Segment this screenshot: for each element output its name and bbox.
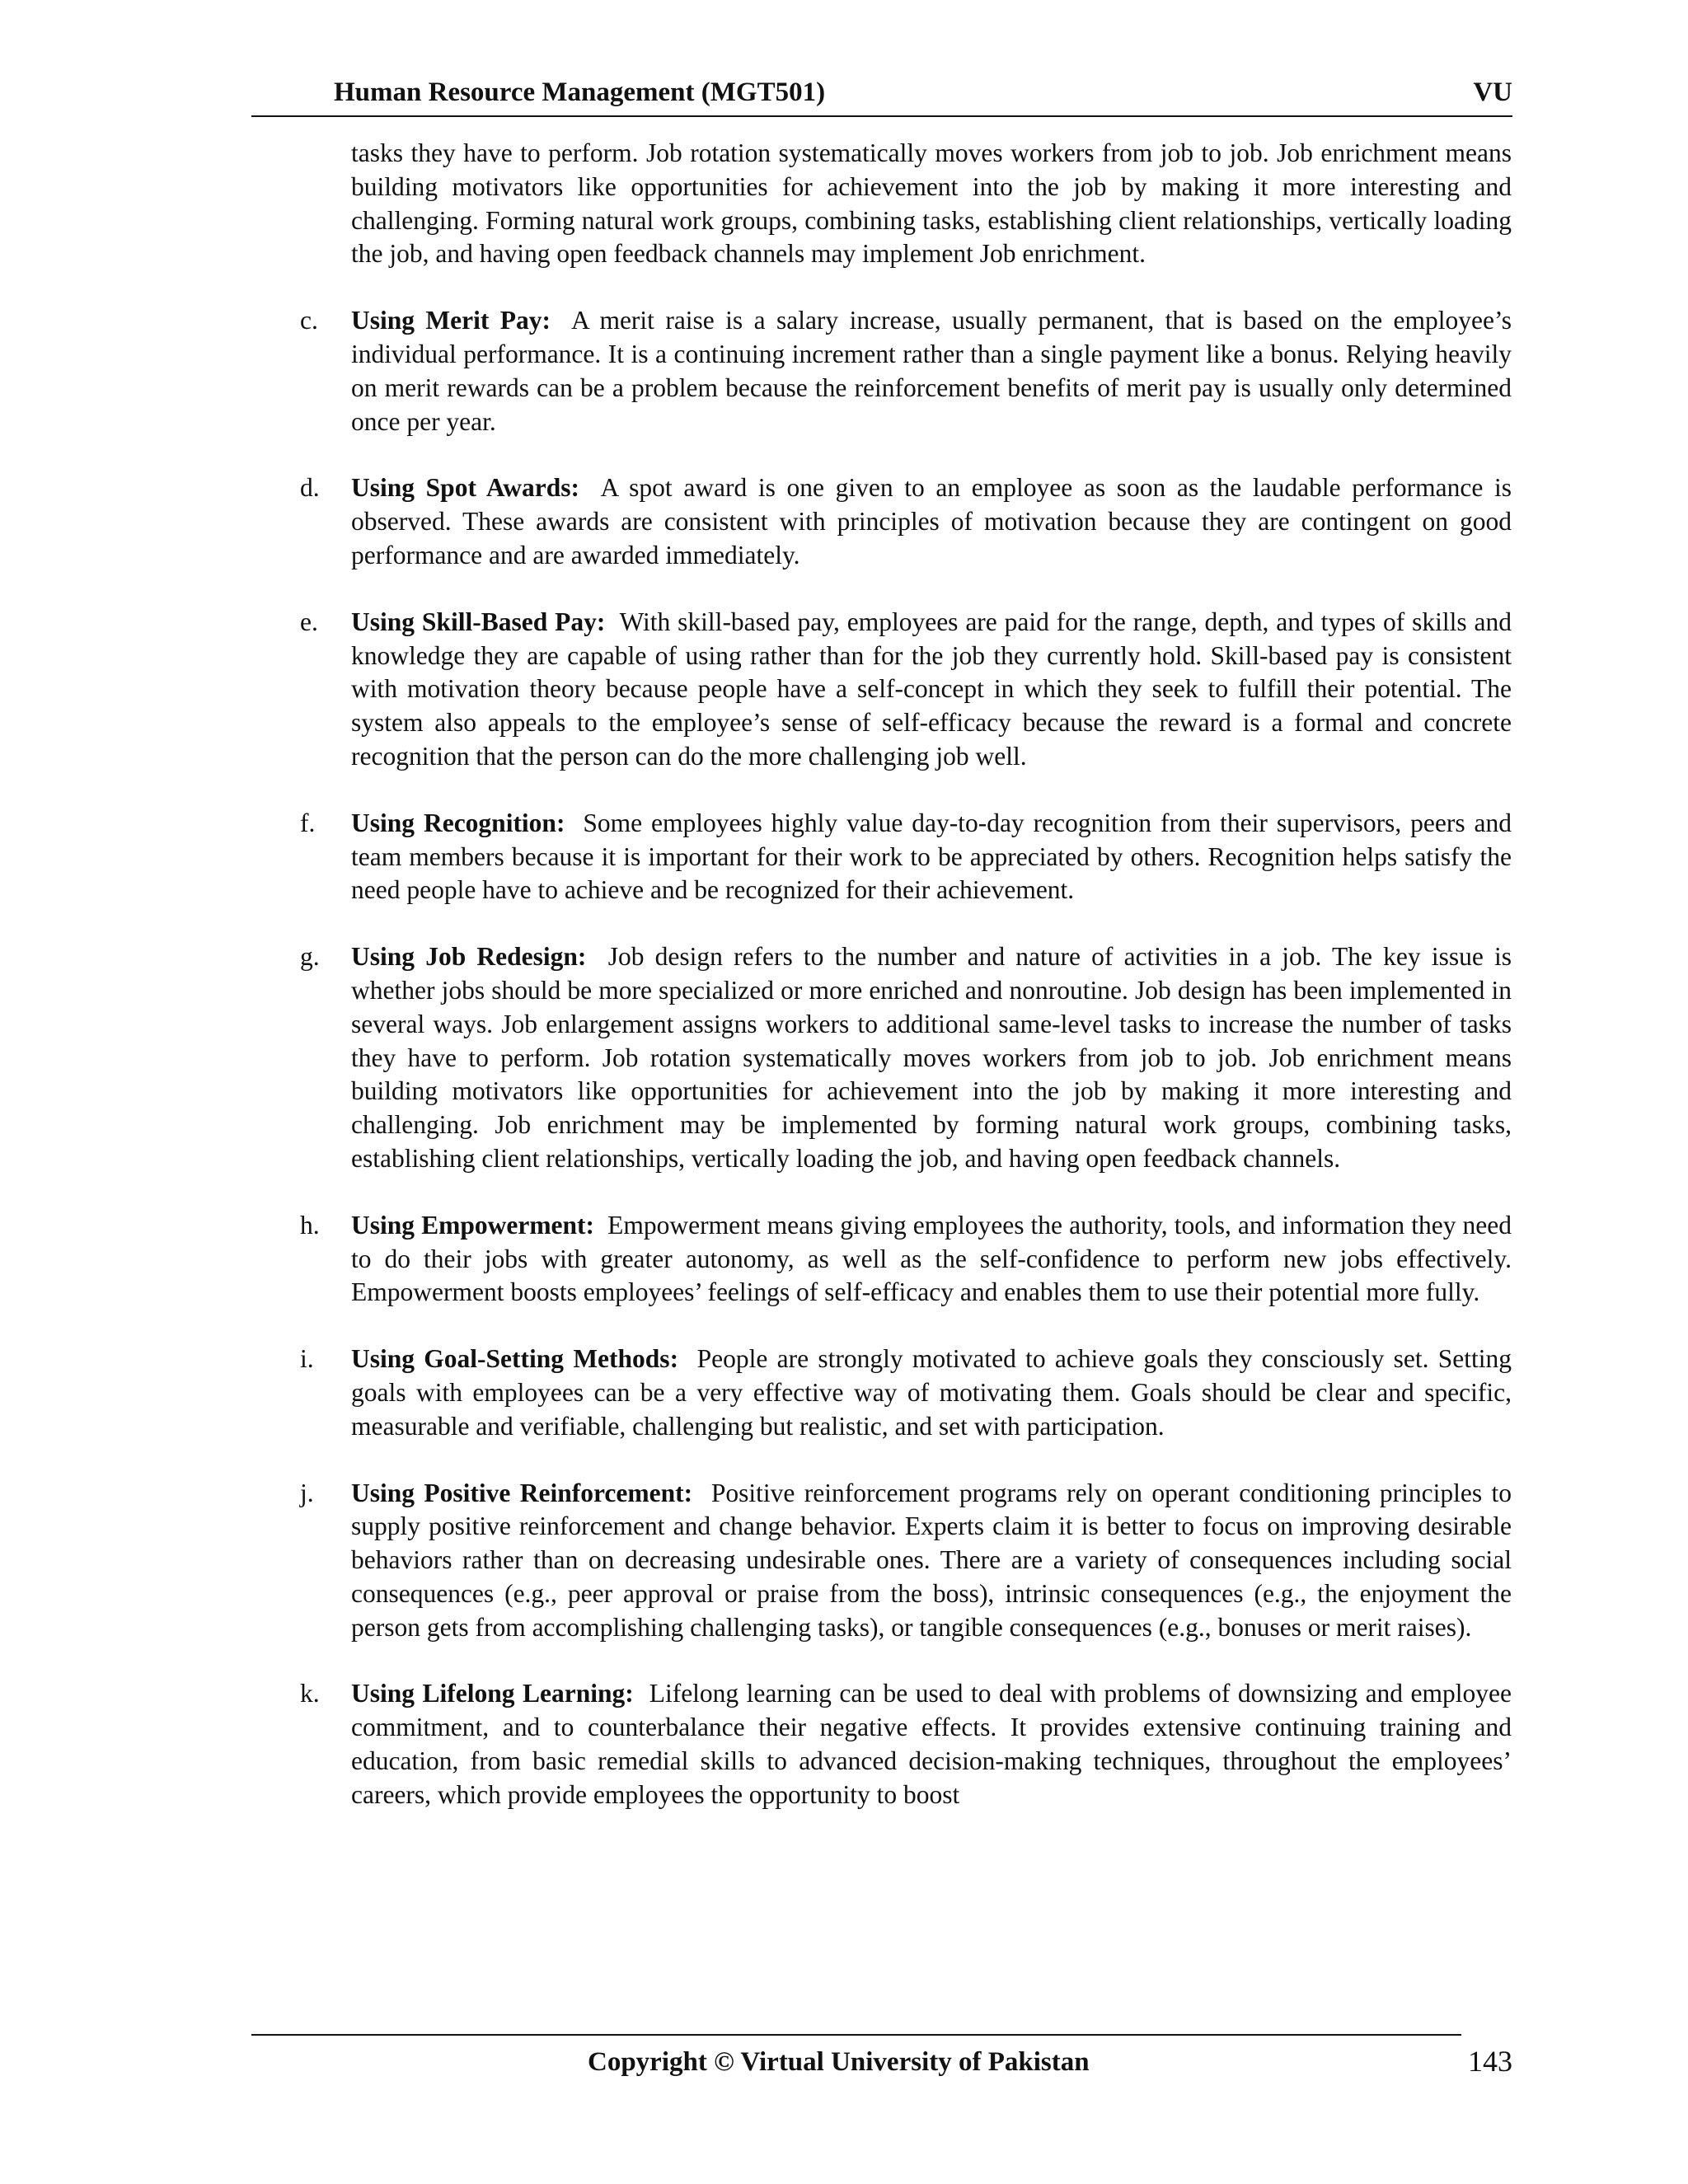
item-text: With skill-based pay, employees are paid for the range, depth, and types of skills and knowledge they are capable of using rather than for the job they currently hold. Skill-based pay is consistent with motivation theory because people have a self-concept in which they seek to fulfill their potential. The system also appeals to the employee’s sense of self-efficacy because the reward is a formal and concrete recognition that the person can do the more challenging job well. xyxy=(351,607,1512,771)
item-heading: Using Positive Reinforcement: xyxy=(351,1478,693,1507)
intro-paragraph: tasks they have to perform. Job rotation systematically moves workers from job to job. Job enrichment means building motivators like opportunities for achievement into the job by making it more interesting and challenging. Forming natural work groups, combining tasks, establishing client relationships, vertically loading the job, and having open feedback channels may implement Job enrichment. xyxy=(351,138,1512,269)
list-marker: j. xyxy=(300,1478,314,1507)
footer-divider xyxy=(251,2034,1461,2036)
list-item-goal-setting xyxy=(300,1343,1512,1443)
list-marker: d. xyxy=(300,473,320,503)
item-text: A spot award is one given to an employee as soon as the laudable performance is observed. These awards are consistent with principles of motivation because they are contingent on good performance and are awarded immediately. xyxy=(351,473,1512,569)
item-heading: Using Empowerment: xyxy=(351,1210,595,1240)
item-heading: Using Job Redesign: xyxy=(351,942,587,972)
item-heading: Using Spot Awards: xyxy=(351,473,579,503)
item-heading: Using Merit Pay: xyxy=(351,306,551,335)
item-text: Job design refers to the number and nature of activities in a job. The key issue is whether jobs should be more specialized or more enriched and nonroutine. Job design has been implemented in several ways. Job enlargement assigns workers to additional same-level tasks to increase the number of tasks they have to perform. Job rotation systematically moves workers from job to job. Job enrichment means building motivators like opportunities for achievement into the job by making it more interesting and challenging. Job enrichment may be implemented by forming natural work groups, combining tasks, establishing client relationships, vertically loading the job, and having open feedback channels. xyxy=(351,942,1512,1173)
item-text: Positive reinforcement programs rely on operant conditioning principles to supply positive reinforcement and change behavior. Experts claim it is better to focus on improving desirable behaviors rather than on decreasing undesirable ones. There are a variety of consequences including social consequences (e.g., peer approval or praise from the boss), intrinsic consequences (e.g., the enjoyment the person gets from accomplishing challenging tasks), or tangible consequences (e.g., bonuses or merit raises). xyxy=(351,1478,1512,1642)
item-text: People are strongly motivated to achieve goals they consciously set. Setting goals with employees can be a very effective way of motivating them. Goals should be clear and specific, measurable and verifiable, challenging but realistic, and set with participation. xyxy=(351,1344,1512,1441)
page-footer xyxy=(251,2041,1512,2082)
list-marker: h. xyxy=(300,1210,320,1240)
list-marker: c. xyxy=(300,306,318,335)
list-marker: i. xyxy=(300,1344,314,1374)
list-marker: f. xyxy=(300,808,316,837)
page-number: 143 xyxy=(1468,2045,1512,2078)
list-marker: k. xyxy=(300,1679,320,1708)
page-header xyxy=(251,73,1512,115)
list-item-spot-awards xyxy=(300,471,1512,572)
item-heading: Using Recognition: xyxy=(351,808,565,837)
item-text: Some employees highly value day-to-day recognition from their supervisors, peers and team members because it is important for their work to be appreciated by others. Recognition helps satisfy the need people have to achieve and be recognized for their achievement. xyxy=(351,808,1512,905)
list-marker: g. xyxy=(300,942,320,972)
institution-code: VU xyxy=(1473,77,1512,107)
course-title: Human Resource Management (MGT501) xyxy=(334,77,826,107)
list-item-positive-reinforcement xyxy=(300,1477,1512,1645)
list-item-job-redesign xyxy=(300,940,1512,1176)
header-divider xyxy=(251,115,1512,117)
item-text: A merit raise is a salary increase, usually permanent, that is based on the employee’s individual performance. It is a continuing increment rather than a single payment like a bonus. Relying heavily on merit rewards can be a problem because the reinforcement benefits of merit pay is usually only determined once per year. xyxy=(351,306,1512,436)
list-item-skill-based-pay xyxy=(300,606,1512,774)
list-item-lifelong-learning xyxy=(300,1677,1512,1811)
item-text: Empowerment means giving employees the authority, tools, and information they need to do their jobs with greater autonomy, as well as the self-confidence to perform new jobs effectively. Empowerment boosts employees’ feelings of self-efficacy and enables them to use their potential more fully. xyxy=(351,1210,1512,1307)
item-heading: Using Goal-Setting Methods: xyxy=(351,1344,679,1374)
item-heading: Using Skill-Based Pay: xyxy=(351,607,606,636)
list-item-empowerment xyxy=(300,1209,1512,1310)
list-item-recognition xyxy=(300,807,1512,907)
item-text: Lifelong learning can be used to deal with problems of downsizing and employee commitment, and to counterbalance their negative effects. It provides extensive continuing training and education, from basic remedial skills to advanced decision-making techniques, throughout the employees’ careers, which provide employees the opportunity to boost xyxy=(351,1679,1512,1809)
list-marker: e. xyxy=(300,607,318,636)
item-heading: Using Lifelong Learning: xyxy=(351,1679,634,1708)
list-item-merit-pay xyxy=(300,304,1512,438)
copyright-notice: Copyright © Virtual University of Pakistan xyxy=(588,2047,1090,2077)
page-body xyxy=(300,137,1512,1845)
